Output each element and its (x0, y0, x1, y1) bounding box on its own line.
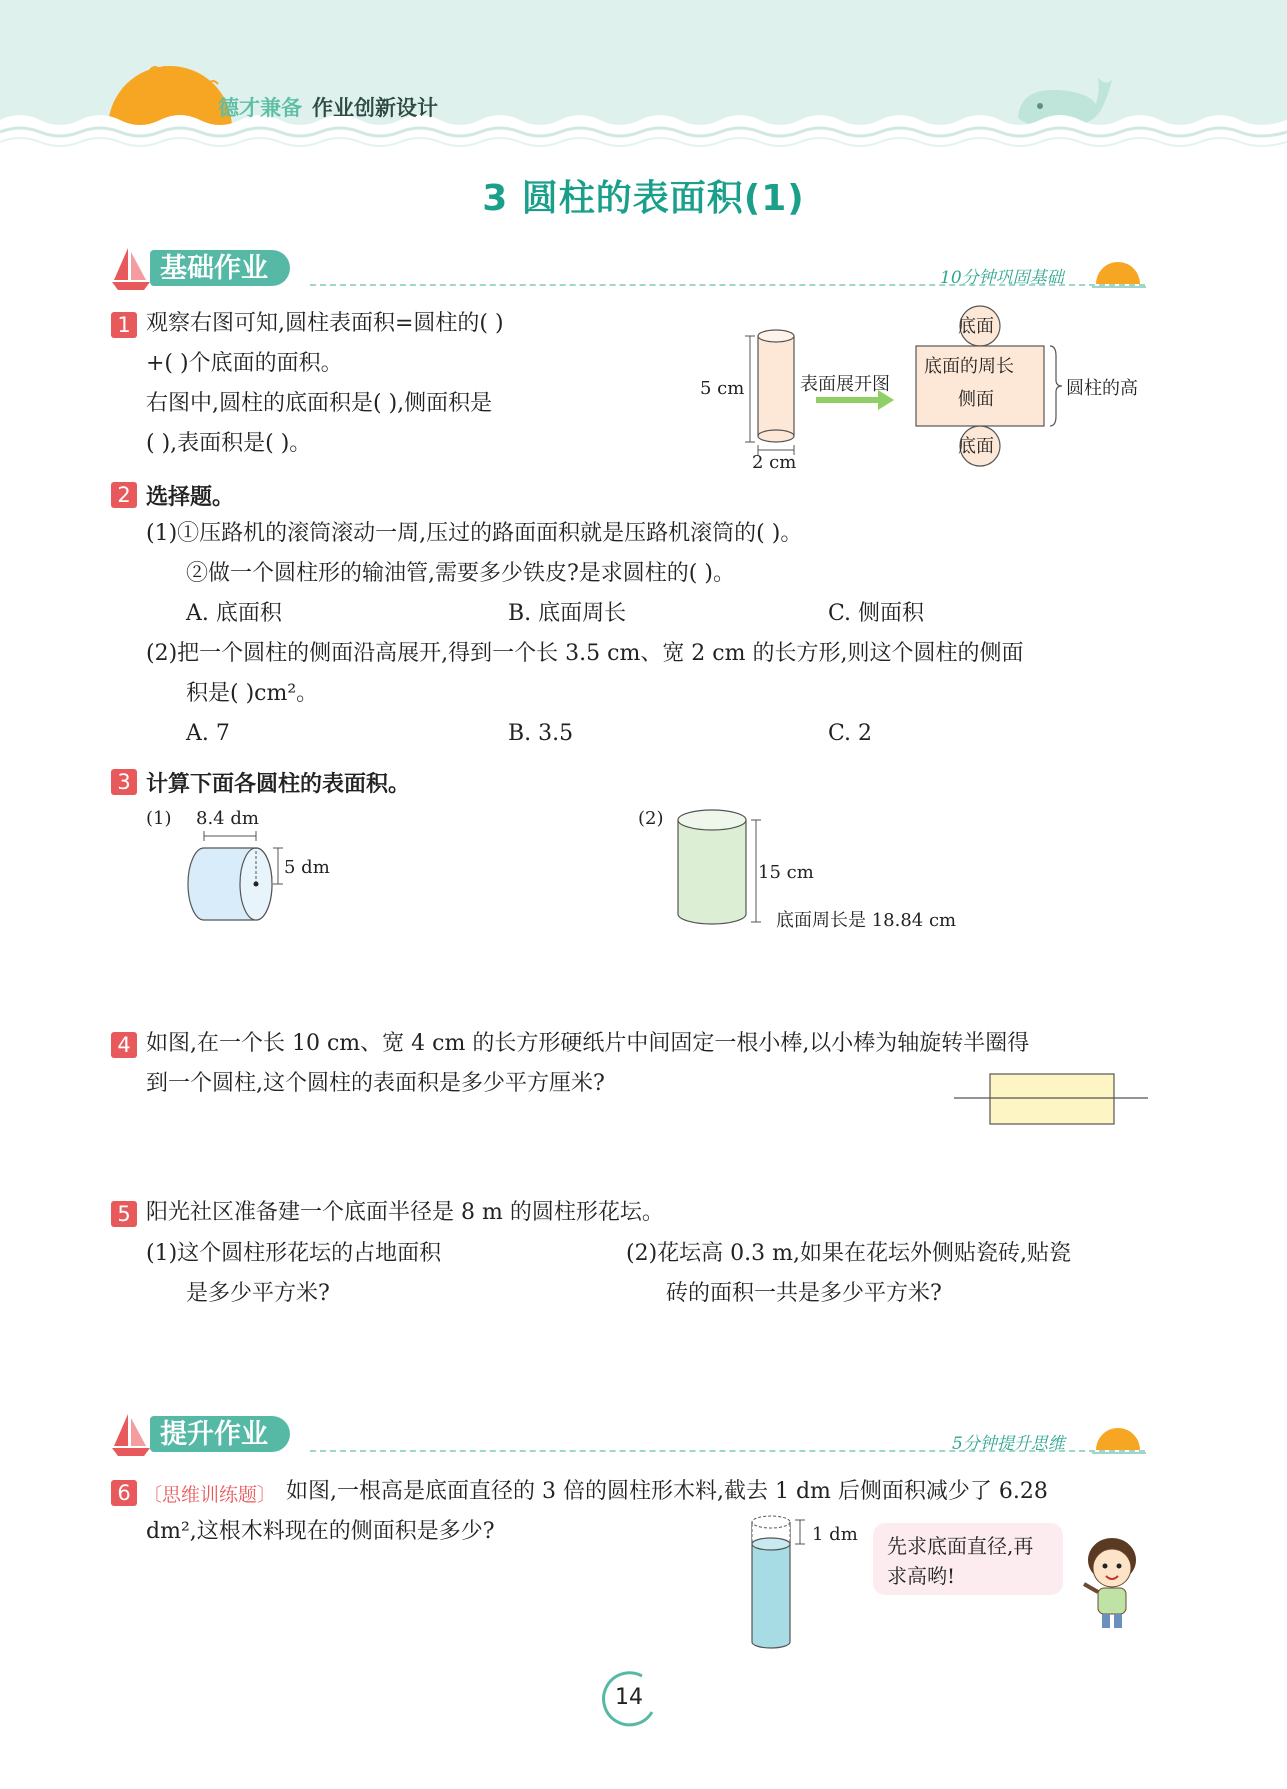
q2-p2-b: 积是( )cm²。 (186, 681, 319, 706)
q2-opt1-a: A. 底面积 (186, 601, 282, 626)
question-number: 5 (111, 1201, 137, 1227)
q4-rectangle-figure (954, 1070, 1150, 1132)
q2-opt1-b: B. 底面周长 (508, 601, 627, 626)
q3-fig2-circumference: 底面周长是 18.84 cm (776, 910, 957, 931)
q2-opt1-c: C. 侧面积 (828, 601, 925, 626)
q6-line2: dm²,这根木料现在的侧面积是多少? (146, 1519, 495, 1544)
hint-line1: 先求底面直径,再 (887, 1534, 1034, 1558)
q1-line1: 观察右图可知,圆柱表面积=圆柱的( ) (146, 311, 504, 336)
q3-fig2-height: 15 cm (758, 862, 814, 883)
q2-p1-b: ②做一个圆柱形的输油管,需要多少铁皮?是求圆柱的( )。 (186, 561, 735, 586)
question-number: 1 (111, 312, 137, 338)
q1-diameter-label: 2 cm (752, 452, 797, 473)
brand-slogan: 作业创新设计 (312, 96, 438, 120)
q1-height-label: 5 cm (700, 378, 745, 399)
hint-line2: 求高哟! (887, 1564, 956, 1588)
q1-arrow-label: 表面展开图 (800, 374, 890, 395)
question-number: 6 (111, 1480, 137, 1506)
q1-rect-top-label: 底面的周长 (924, 356, 1014, 377)
q1-line2: +( )个底面的面积。 (146, 351, 343, 376)
q5-p1-a: (1)这个圆柱形花坛的占地面积 (146, 1241, 442, 1266)
q2-opt2-b: B. 3.5 (508, 721, 574, 746)
sailboat-icon (110, 1412, 154, 1456)
section-advanced-label: 提升作业 (150, 1416, 290, 1452)
section-advanced-subtitle: 5分钟提升思维 (952, 1434, 1065, 1454)
q2-opt2-c: C. 2 (828, 721, 873, 746)
q3-fig1-label: (1) (146, 808, 172, 829)
q3-fig1-radius: 5 dm (284, 857, 330, 878)
q3-fig2-label: (2) (638, 808, 664, 829)
q4-line2: 到一个圆柱,这个圆柱的表面积是多少平方厘米? (146, 1071, 605, 1096)
q6-tag: 〔思维训练题〕 (143, 1484, 277, 1506)
q4-line1: 如图,在一个长 10 cm、宽 4 cm 的长方形硬纸片中间固定一根小棒,以小棒为轴旋转半圈得 (146, 1031, 1030, 1056)
q1-line4: ( ),表面积是( )。 (146, 431, 312, 456)
q2-opt2-a: A. 7 (186, 721, 230, 746)
q3-cylinder-horizontal (180, 828, 290, 928)
q2-p1-a: (1)①压路机的滚筒滚动一周,压过的路面面积就是压路机滚筒的( )。 (146, 521, 803, 546)
boy-icon (1072, 1530, 1152, 1630)
q6-log-figure (742, 1512, 822, 1652)
hint-bubble (873, 1523, 1063, 1595)
question-number: 4 (111, 1032, 137, 1058)
q2-heading: 选择题。 (146, 485, 235, 510)
brand-name: 德才兼备 (218, 96, 302, 120)
sun-icon (1092, 1422, 1146, 1456)
page-number: 14 (615, 1685, 643, 1710)
q5-p2-b: 砖的面积一共是多少平方米? (666, 1281, 942, 1306)
page-title: 3 圆柱的表面积(1) (482, 178, 805, 219)
q1-rect-mid-label: 侧面 (958, 389, 994, 410)
q5-p1-b: 是多少平方米? (186, 1281, 330, 1306)
q1-top-base-label: 底面 (958, 316, 994, 337)
q2-p2-a: (2)把一个圆柱的侧面沿高展开,得到一个长 3.5 cm、宽 2 cm 的长方形,则这个圆柱的侧面 (146, 641, 1024, 666)
section-basic-label: 基础作业 (150, 250, 290, 286)
q3-heading: 计算下面各圆柱的表面积。 (146, 772, 411, 797)
question-number: 2 (111, 482, 137, 508)
q6-line1: 如图,一根高是底面直径的 3 倍的圆柱形木料,截去 1 dm 后侧面积减少了 6.28 (286, 1479, 1048, 1504)
q1-bottom-base-label: 底面 (958, 436, 994, 457)
q5-line1: 阳光社区准备建一个底面半径是 8 m 的圆柱形花坛。 (146, 1200, 664, 1225)
q3-cylinder-vertical (670, 804, 770, 934)
header-decoration (0, 0, 1287, 160)
sun-icon (1092, 256, 1146, 290)
q1-side-label: 圆柱的高 (1066, 378, 1138, 399)
question-number: 3 (111, 769, 137, 795)
section-basic-subtitle: 10分钟巩固基础 (940, 268, 1064, 288)
q5-p2-a: (2)花坛高 0.3 m,如果在花坛外侧贴瓷砖,贴瓷 (626, 1241, 1071, 1266)
sailboat-icon (110, 246, 154, 290)
q1-line3: 右图中,圆柱的底面积是( ),侧面积是 (146, 391, 493, 416)
q6-figure-label: 1 dm (812, 1524, 858, 1545)
q3-fig1-length: 8.4 dm (196, 808, 259, 829)
